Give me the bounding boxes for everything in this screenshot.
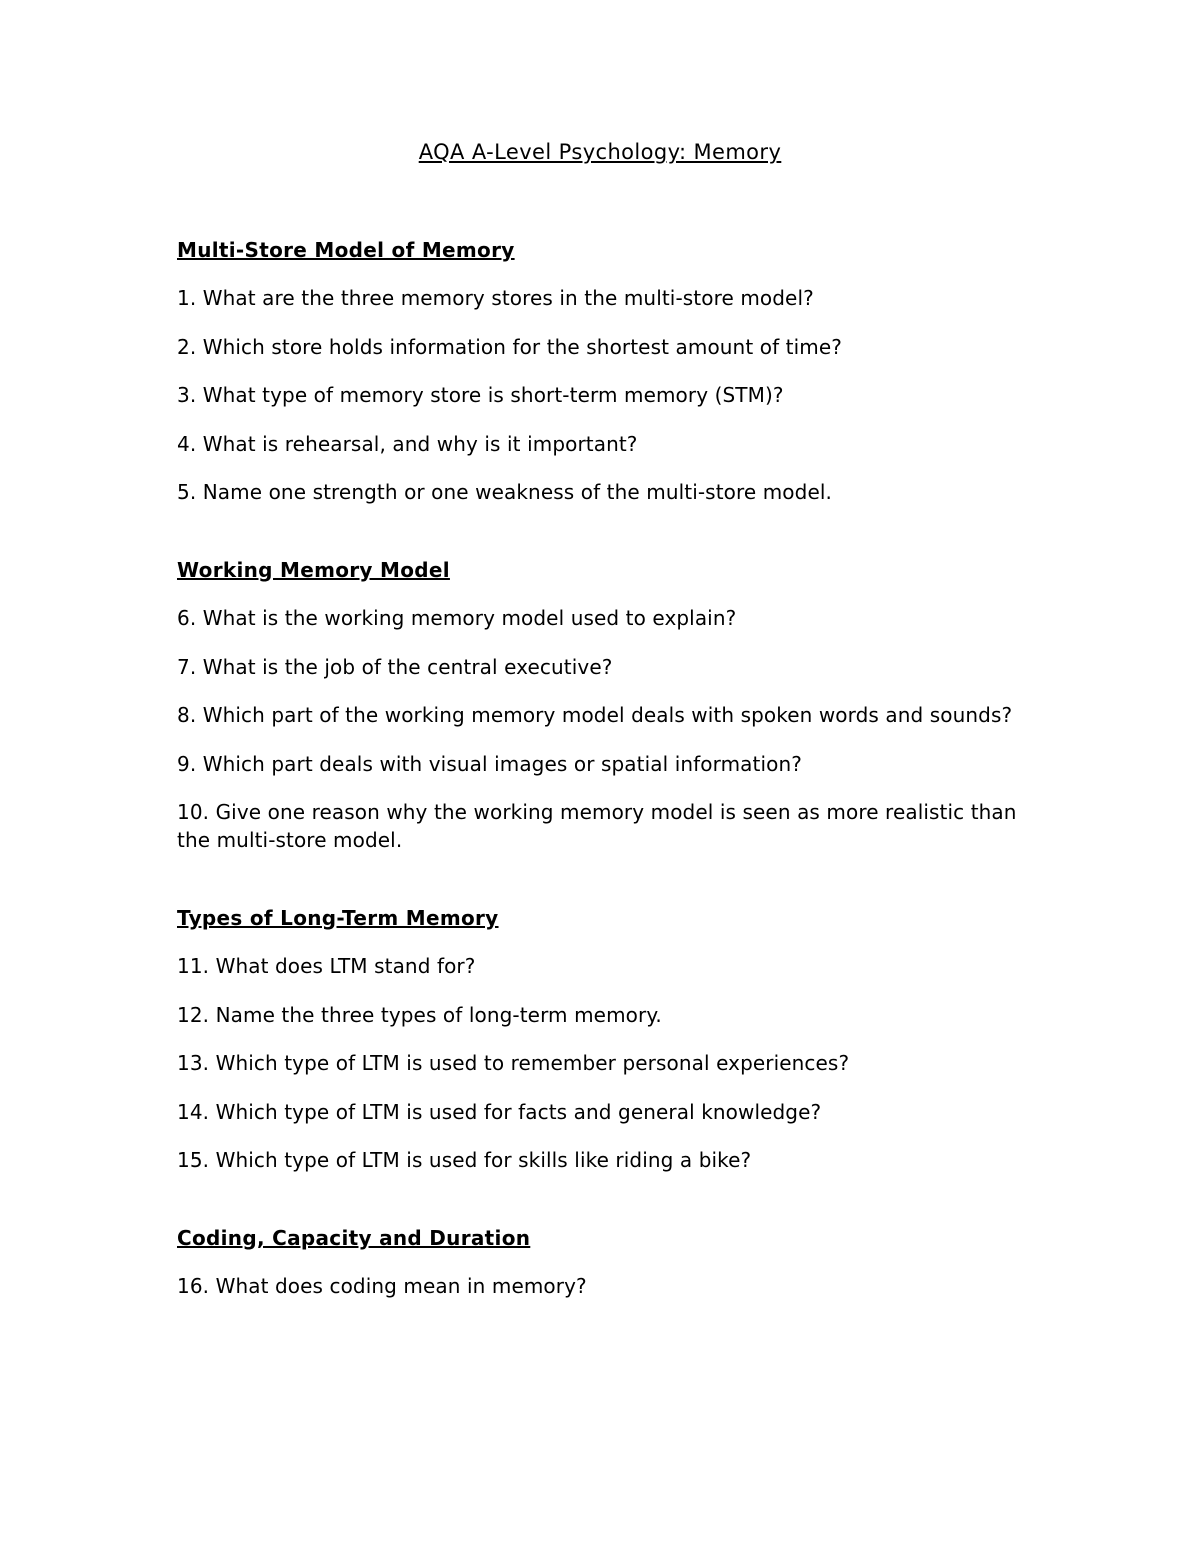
section-coding-capacity-duration: [177, 1224, 1037, 1300]
question-item: 6. What is the working memory model used to explain?: [177, 606, 737, 630]
section-heading: Multi-Store Model of Memory: [177, 238, 515, 262]
question-item: 9. Which part deals with visual images or spatial information?: [177, 751, 802, 776]
question-item: 5. Name one strength or one weakness of the multi-store model.: [177, 480, 832, 504]
question-list: [177, 284, 1037, 506]
document-title: AQA A-Level Psychology: Memory: [418, 140, 782, 164]
question-item: 1. What are the three memory stores in the multi-store model?: [177, 286, 814, 310]
question-item: 2. Which store holds information for the shortest amount of time?: [177, 334, 842, 359]
question-item: 7. What is the job of the central executive?: [177, 654, 613, 679]
section-multi-store-model: [177, 236, 1037, 506]
section-types-of-ltm: [177, 904, 1037, 1174]
question-item: 3. What type of memory store is short-term memory (STM)?: [177, 383, 784, 407]
question-item: 16. What does coding mean in memory?: [177, 1274, 587, 1298]
section-heading: Types of Long-Term Memory: [177, 906, 499, 930]
document-body: [177, 236, 1037, 1321]
question-list: [177, 604, 1037, 854]
section-working-memory-model: [177, 556, 1037, 854]
question-item: 10. Give one reason why the working memory model is seen as more realistic than the multi-store model.: [177, 800, 1017, 852]
question-item: 15. Which type of LTM is used for skills like riding a bike?: [177, 1148, 752, 1172]
question-item: 13. Which type of LTM is used to remember personal experiences?: [177, 1051, 850, 1075]
section-heading: Working Memory Model: [177, 558, 450, 582]
question-item: 14. Which type of LTM is used for facts and general knowledge?: [177, 1099, 822, 1124]
question-item: 12. Name the three types of long-term memory.: [177, 1002, 662, 1027]
section-heading: Coding, Capacity and Duration: [177, 1226, 531, 1250]
question-item: 11. What does LTM stand for?: [177, 954, 476, 978]
question-item: 4. What is rehearsal, and why is it important?: [177, 431, 638, 456]
question-list: [177, 1272, 1037, 1300]
question-item: 8. Which part of the working memory model deals with spoken words and sounds?: [177, 703, 1013, 727]
question-list: [177, 952, 1037, 1174]
